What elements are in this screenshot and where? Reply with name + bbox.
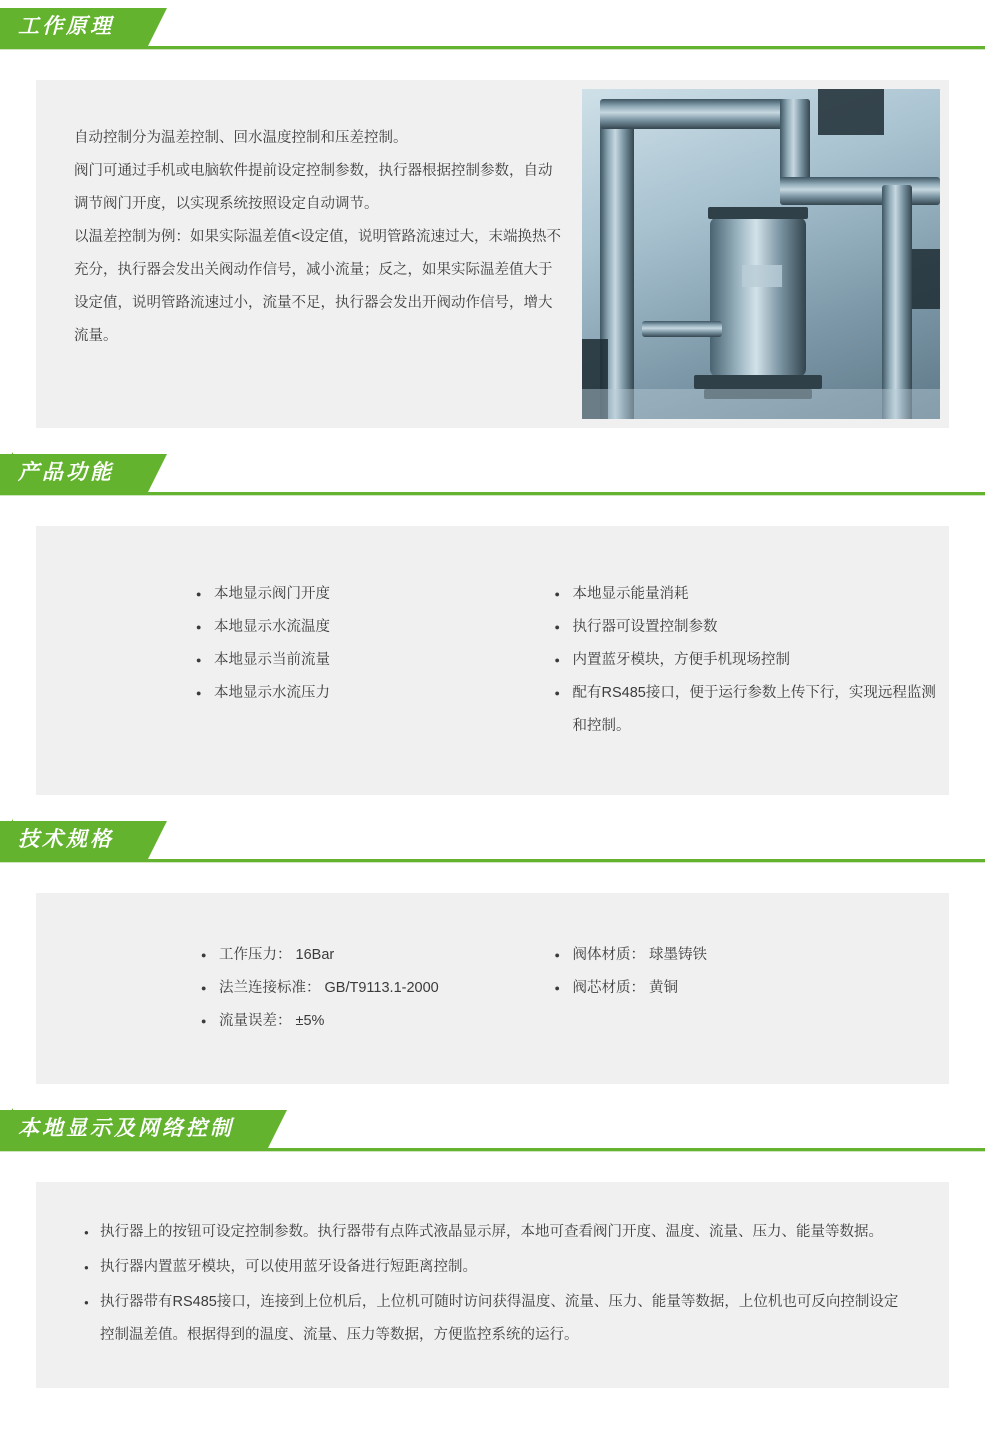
working-principle-panel xyxy=(36,80,949,428)
section-header-technical-specs xyxy=(0,816,985,865)
specs-column-right xyxy=(493,939,950,1038)
photo-pipe-upper-right xyxy=(780,99,810,189)
list-item: ● 阀体材质： 球墨铸铁 xyxy=(555,939,950,972)
principle-paragraph-2: 阀门可通过手机或电脑软件提前设定控制参数，执行器根据控制参数，自动调节阀门开度，以实现系统按照设定自动调节。 xyxy=(74,163,553,212)
section-title: 技术规格 xyxy=(18,828,114,851)
list-item: ● 本地显示水流温度 xyxy=(196,611,493,644)
photo-equipment-box-right xyxy=(912,249,940,309)
section-product-functions xyxy=(0,449,985,795)
functions-column-left xyxy=(36,578,493,743)
list-item: ● 本地显示阀门开度 xyxy=(196,578,493,611)
section-title: 本地显示及网络控制 xyxy=(18,1117,234,1140)
functions-columns xyxy=(36,526,949,795)
section-banner xyxy=(0,821,148,859)
photo-flange-upper xyxy=(708,207,808,219)
photo-pipe-branch xyxy=(642,321,722,337)
section-title: 工作原理 xyxy=(18,15,114,38)
photo-flange-lower xyxy=(694,375,822,389)
photo-vessel xyxy=(710,217,806,377)
photo-pipe-top xyxy=(600,99,810,129)
local-display-list xyxy=(84,1216,907,1352)
section-header-working-principle xyxy=(0,8,985,52)
technical-specs-panel xyxy=(36,893,949,1084)
section-header-product-functions xyxy=(0,449,985,498)
photo-floor xyxy=(582,389,940,419)
list-item: ● 内置蓝牙模块，方便手机现场控制 xyxy=(555,644,950,677)
list-item: ● 本地显示当前流量 xyxy=(196,644,493,677)
functions-list-left xyxy=(196,578,493,710)
section-header-local-display xyxy=(0,1105,985,1154)
list-item: ● 本地显示水流压力 xyxy=(196,677,493,710)
list-item: ● 执行器上的按钮可设定控制参数。执行器带有点阵式液晶显示屏，本地可查看阀门开度、温度、流量、压力、能量等数据。 xyxy=(84,1216,907,1249)
functions-column-right xyxy=(493,578,950,743)
photo-pipe-right xyxy=(882,185,912,419)
specs-columns xyxy=(36,893,949,1084)
bottom-spacer xyxy=(0,1388,985,1428)
product-functions-panel xyxy=(36,526,949,795)
header-rule-light xyxy=(0,49,985,50)
sparkle-icon: ✦ xyxy=(7,1105,18,1120)
list-item: ● 流量误差： ±5% xyxy=(201,1005,493,1038)
photo-nameplate xyxy=(742,265,782,287)
specs-column-left xyxy=(36,939,493,1038)
functions-list-right xyxy=(555,578,950,743)
principle-paragraph-1: 自动控制分为温差控制、回水温度控制和压差控制。 xyxy=(74,130,408,146)
pipework-photo xyxy=(582,89,940,419)
local-display-panel xyxy=(36,1182,949,1388)
list-item: ● 阀芯材质： 黄铜 xyxy=(555,972,950,1005)
working-principle-text xyxy=(36,80,582,383)
section-banner xyxy=(0,8,148,46)
specs-list-left xyxy=(201,939,493,1038)
section-banner xyxy=(0,454,148,492)
section-title: 产品功能 xyxy=(18,461,114,484)
section-banner xyxy=(0,1110,268,1148)
header-rule-light xyxy=(0,862,985,863)
local-display-list-wrap xyxy=(36,1182,949,1388)
list-item: ● 配有RS485接口，便于运行参数上传下行，实现远程监测和控制。 xyxy=(555,677,950,743)
header-rule-light xyxy=(0,1151,985,1152)
principle-paragraph-3: 以温差控制为例：如果实际温差值<设定值，说明管路流速过大，末端换热不充分，执行器会发出关阀动作信号，减小流量；反之，如果实际温差值大于设定值，说明管路流速过小，流量不足，执行器会发出开阀动作信号，增大流量。 xyxy=(74,229,561,344)
list-item: ● 执行器带有RS485接口，连接到上位机后，上位机可随时访问获得温度、流量、压力、能量等数据，上位机也可反向控制设定控制温差值。根据得到的温度、流量、压力等数据，方便监控系统的运行。 xyxy=(84,1286,907,1352)
sparkle-icon: ✦ xyxy=(7,816,18,831)
sparkle-icon: ✦ xyxy=(7,449,18,464)
list-item: ● 执行器内置蓝牙模块，可以使用蓝牙设备进行短距离控制。 xyxy=(84,1251,907,1284)
section-technical-specs xyxy=(0,816,985,1084)
specs-list-right xyxy=(555,939,950,1005)
section-working-principle xyxy=(0,8,985,428)
section-local-display-network-control xyxy=(0,1105,985,1388)
photo-equipment-box-top xyxy=(818,89,884,135)
header-rule-light xyxy=(0,495,985,496)
list-item: ● 本地显示能量消耗 xyxy=(555,578,950,611)
list-item: ● 工作压力： 16Bar xyxy=(201,939,493,972)
list-item: ● 执行器可设置控制参数 xyxy=(555,611,950,644)
photo-pipe-cross xyxy=(780,177,940,205)
list-item: ● 法兰连接标准： GB/T9113.1-2000 xyxy=(201,972,493,1005)
